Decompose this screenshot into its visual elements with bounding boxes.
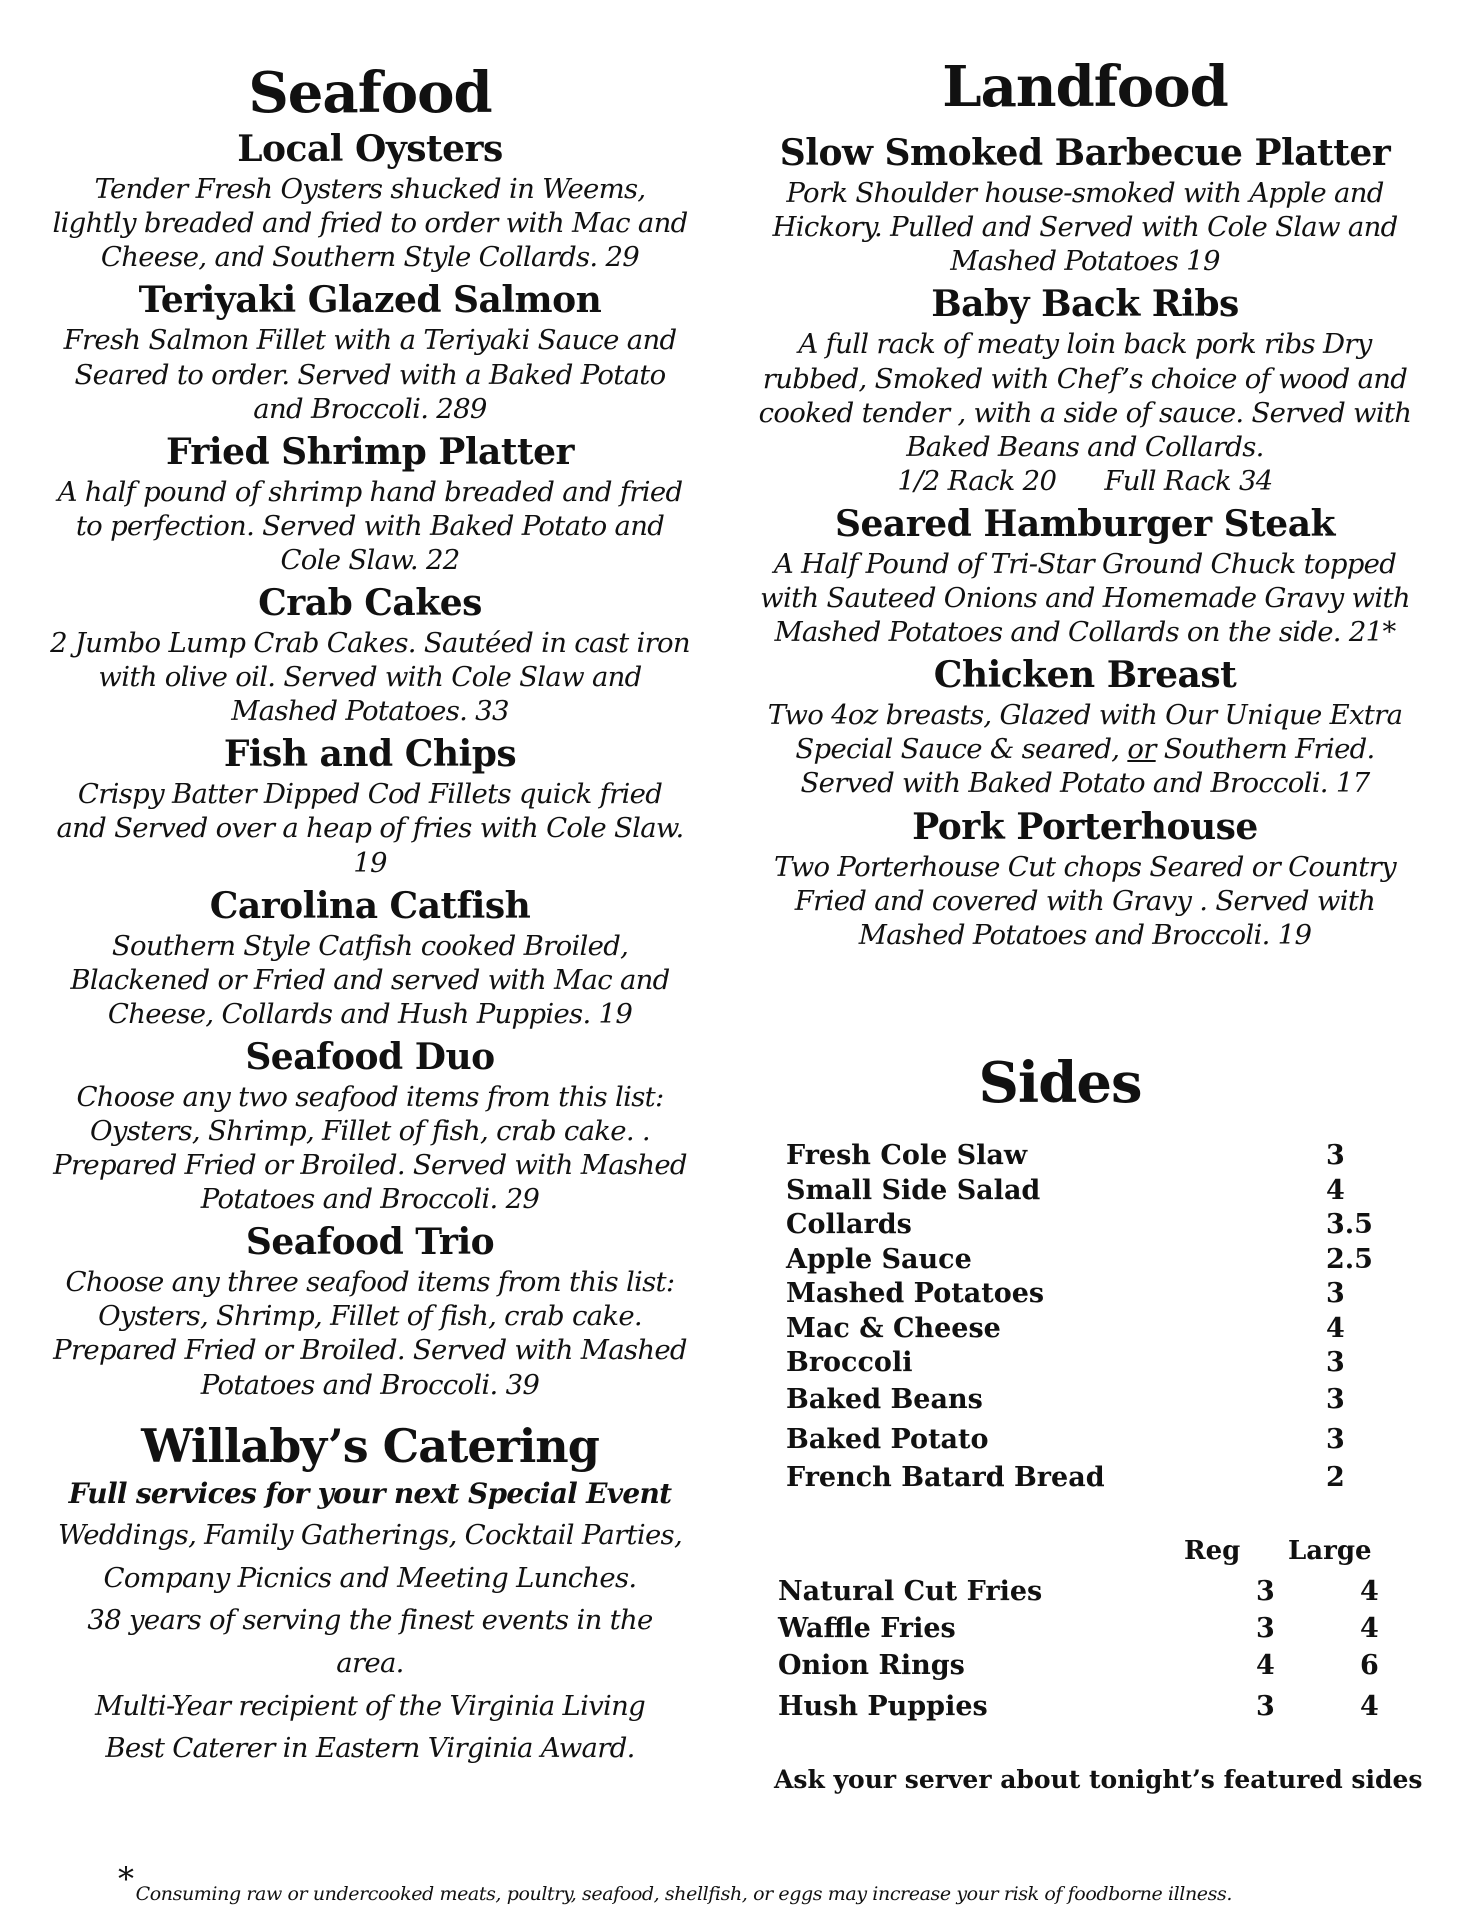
- seafood-title: Seafood: [248, 60, 492, 126]
- fries-reg-price: 3: [1256, 1691, 1275, 1722]
- fries-reg-price: 4: [1256, 1650, 1275, 1681]
- catering-line: Weddings, Family Gatherings, Cocktail Parties,: [57, 1519, 683, 1552]
- catering-section: [50, 1418, 690, 1770]
- disclaimer-text: Consuming raw or undercooked meats, poultry, seafood, shellfish, or eggs may increase your risk of foodborne illness.: [135, 1883, 1232, 1905]
- fries-list: [778, 1576, 1418, 1728]
- item-description: A Half Pound of Tri-Star Ground Chuck topped with Sauteed Onions and Homemade Gravy with Mashed Potatoes and Collards on the side. 21*: [760, 547, 1410, 649]
- catering-line: Multi-Year recipient of the Virginia Living: [94, 1689, 646, 1722]
- item-name: Seared Hamburger Steak: [835, 502, 1335, 545]
- fries-reg-price: 3: [1256, 1613, 1275, 1644]
- catering-title: Willaby’s Catering: [141, 1418, 599, 1473]
- landfood-column: [750, 54, 1420, 956]
- menu-item: [50, 430, 690, 577]
- side-price: 2.5: [1326, 1243, 1373, 1275]
- item-name: Fish and Chips: [223, 733, 517, 776]
- list-item: [786, 1384, 1426, 1424]
- featured-sides-note: Ask your server about tonight’s featured sides: [774, 1765, 1423, 1794]
- menu-item: [750, 653, 1420, 800]
- side-name: Mashed Potatoes: [786, 1278, 1045, 1309]
- side-name: Fresh Cole Slaw: [786, 1140, 1028, 1171]
- fries-header-large: Large: [1288, 1536, 1372, 1566]
- menu-item: [750, 502, 1420, 649]
- ribs-half-price: 1/2 Rack 20: [897, 464, 1057, 497]
- side-name: Apple Sauce: [786, 1243, 972, 1275]
- item-description: [750, 698, 1420, 800]
- catering-subtitle: Full services for your next Special Event: [68, 1477, 672, 1511]
- asterisk-icon: *: [118, 1860, 134, 1898]
- item-description: Tender Fresh Oysters shucked in Weems, lightly breaded and fried to order with Mac and Cheese, and Southern Style Collards. 29: [52, 173, 688, 274]
- fries-name: Hush Puppies: [778, 1691, 988, 1722]
- item-description: Pork Shoulder house-smoked with Apple and Hickory. Pulled and Served with Cole Slaw and Mashed Potatoes 19: [772, 177, 1398, 278]
- list-item: [778, 1576, 1418, 1613]
- sides-title: Sides: [978, 1050, 1142, 1116]
- side-price: 4: [1326, 1312, 1345, 1344]
- menu-item: [750, 282, 1420, 497]
- menu-item: [50, 278, 690, 425]
- seafood-column: [50, 60, 690, 1770]
- fries-reg-price: 3: [1256, 1576, 1275, 1607]
- list-item: [786, 1278, 1426, 1313]
- fries-name: Natural Cut Fries: [778, 1576, 1043, 1607]
- desc-part: Two 4oz breasts, Glazed with Our Unique Extra Special Sauce & seared,: [767, 699, 1403, 766]
- list-item: [786, 1175, 1426, 1210]
- list-item: [778, 1613, 1418, 1650]
- fries-name: Waffle Fries: [778, 1613, 956, 1644]
- list-item: [786, 1347, 1426, 1384]
- fries-large-price: 4: [1360, 1691, 1379, 1722]
- item-name: Slow Smoked Barbecue Platter: [779, 132, 1391, 175]
- item-name: Baby Back Ribs: [931, 283, 1239, 326]
- fries-large-price: 6: [1360, 1650, 1379, 1681]
- list-item: [786, 1140, 1426, 1175]
- side-price: 3: [1326, 1384, 1345, 1415]
- menu-item: [50, 884, 690, 1031]
- item-name: Carolina Catfish: [209, 884, 531, 927]
- item-description: Southern Style Catfish cooked Broiled, Blackened or Fried and served with Mac and Cheese, Collards and Hush Puppies. 19: [70, 929, 670, 1030]
- side-name: Baked Potato: [786, 1424, 989, 1455]
- menu-item: [50, 732, 690, 879]
- side-price: 3: [1326, 1347, 1345, 1378]
- list-item: [786, 1244, 1426, 1279]
- sides-list: [786, 1140, 1426, 1497]
- menu-item: [50, 127, 690, 274]
- item-description: Choose any three seafood items from this list: Oysters, Shrimp, Fillet of fish, crab cake. Prepared Fried or Broiled. Served with Mashed Potatoes and Broccoli. 39: [53, 1266, 687, 1401]
- item-name: Seafood Trio: [245, 1221, 495, 1264]
- side-price: 4: [1326, 1174, 1345, 1206]
- item-name: Chicken Breast: [933, 654, 1237, 697]
- item-description: Fresh Salmon Fillet with a Teriyaki Sauce and Seared to order. Served with a Baked Potato and Broccoli. 289: [63, 324, 677, 425]
- list-item: [786, 1313, 1426, 1348]
- side-price: 3: [1326, 1278, 1345, 1309]
- side-name: Baked Beans: [786, 1384, 983, 1415]
- desc-part: Southern Fried. Served with Baked Potato and Broccoli. 17: [800, 733, 1375, 800]
- side-price: 2: [1326, 1462, 1345, 1493]
- catering-line: 38 years of serving the finest events in the area.: [87, 1604, 653, 1679]
- catering-line: Company Picnics and Meeting Lunches.: [103, 1561, 637, 1594]
- menu-item: [750, 131, 1420, 278]
- fries-header-reg: Reg: [1184, 1536, 1241, 1566]
- side-price: 3: [1326, 1140, 1345, 1171]
- or-underlined: or: [1127, 733, 1156, 766]
- item-name: Teriyaki Glazed Salmon: [138, 279, 602, 322]
- item-name: Seafood Duo: [245, 1035, 495, 1078]
- item-name: Fried Shrimp Platter: [166, 430, 574, 473]
- item-description: A half pound of shrimp hand breaded and fried to perfection. Served with Baked Potato and Cole Slaw. 22: [57, 475, 683, 576]
- menu-item: [50, 1220, 690, 1401]
- side-price: 3: [1326, 1424, 1345, 1455]
- menu-item: [50, 581, 690, 728]
- item-description: Crispy Batter Dipped Cod Fillets quick fried and Served over a heap of fries with Cole Slaw. 19: [56, 778, 684, 879]
- list-item: [786, 1462, 1426, 1497]
- fries-name: Onion Rings: [778, 1650, 965, 1681]
- menu-item: [750, 805, 1420, 952]
- landfood-title: Landfood: [942, 54, 1228, 120]
- ribs-full-price: Full Rack 34: [1104, 464, 1273, 497]
- list-item: [786, 1424, 1426, 1462]
- item-description: Choose any two seafood items from this list: Oysters, Shrimp, Fillet of fish, crab cake. . Prepared Fried or Broiled. Served with Mashed Potatoes and Broccoli. 29: [53, 1080, 687, 1216]
- item-name: Crab Cakes: [258, 582, 482, 625]
- item-description: Two Porterhouse Cut chops Seared or Country Fried and covered with Gravy . Served with Mashed Potatoes and Broccoli. 19: [774, 850, 1396, 951]
- fries-large-price: 4: [1360, 1613, 1379, 1644]
- menu-item: [50, 1035, 690, 1216]
- list-item: [778, 1691, 1418, 1728]
- list-item: [778, 1650, 1418, 1691]
- list-item: [786, 1209, 1426, 1244]
- item-name: Local Oysters: [237, 128, 503, 171]
- item-description: A full rack of meaty loin back pork ribs Dry rubbed, Smoked with Chef’s choice of wood and cooked tender , with a side of sauce. Served with Baked Beans and Collards.: [758, 328, 1412, 463]
- side-name: Small Side Salad: [786, 1174, 1041, 1206]
- side-name: Broccoli: [786, 1347, 913, 1378]
- side-name: French Batard Bread: [786, 1462, 1105, 1493]
- item-description: 2 Jumbo Lump Crab Cakes. Sautéed in cast iron with olive oil. Served with Cole Slaw and Mashed Potatoes. 33: [50, 627, 690, 728]
- side-price: 3.5: [1326, 1209, 1373, 1240]
- ribs-prices: [750, 464, 1420, 498]
- foodborne-disclaimer: [118, 1860, 1232, 1908]
- item-name: Pork Porterhouse: [912, 805, 1258, 848]
- catering-line: Best Caterer in Eastern Virginia Award.: [105, 1732, 635, 1765]
- fries-large-price: 4: [1360, 1576, 1379, 1607]
- side-name: Mac & Cheese: [786, 1312, 1001, 1344]
- side-name: Collards: [786, 1209, 912, 1240]
